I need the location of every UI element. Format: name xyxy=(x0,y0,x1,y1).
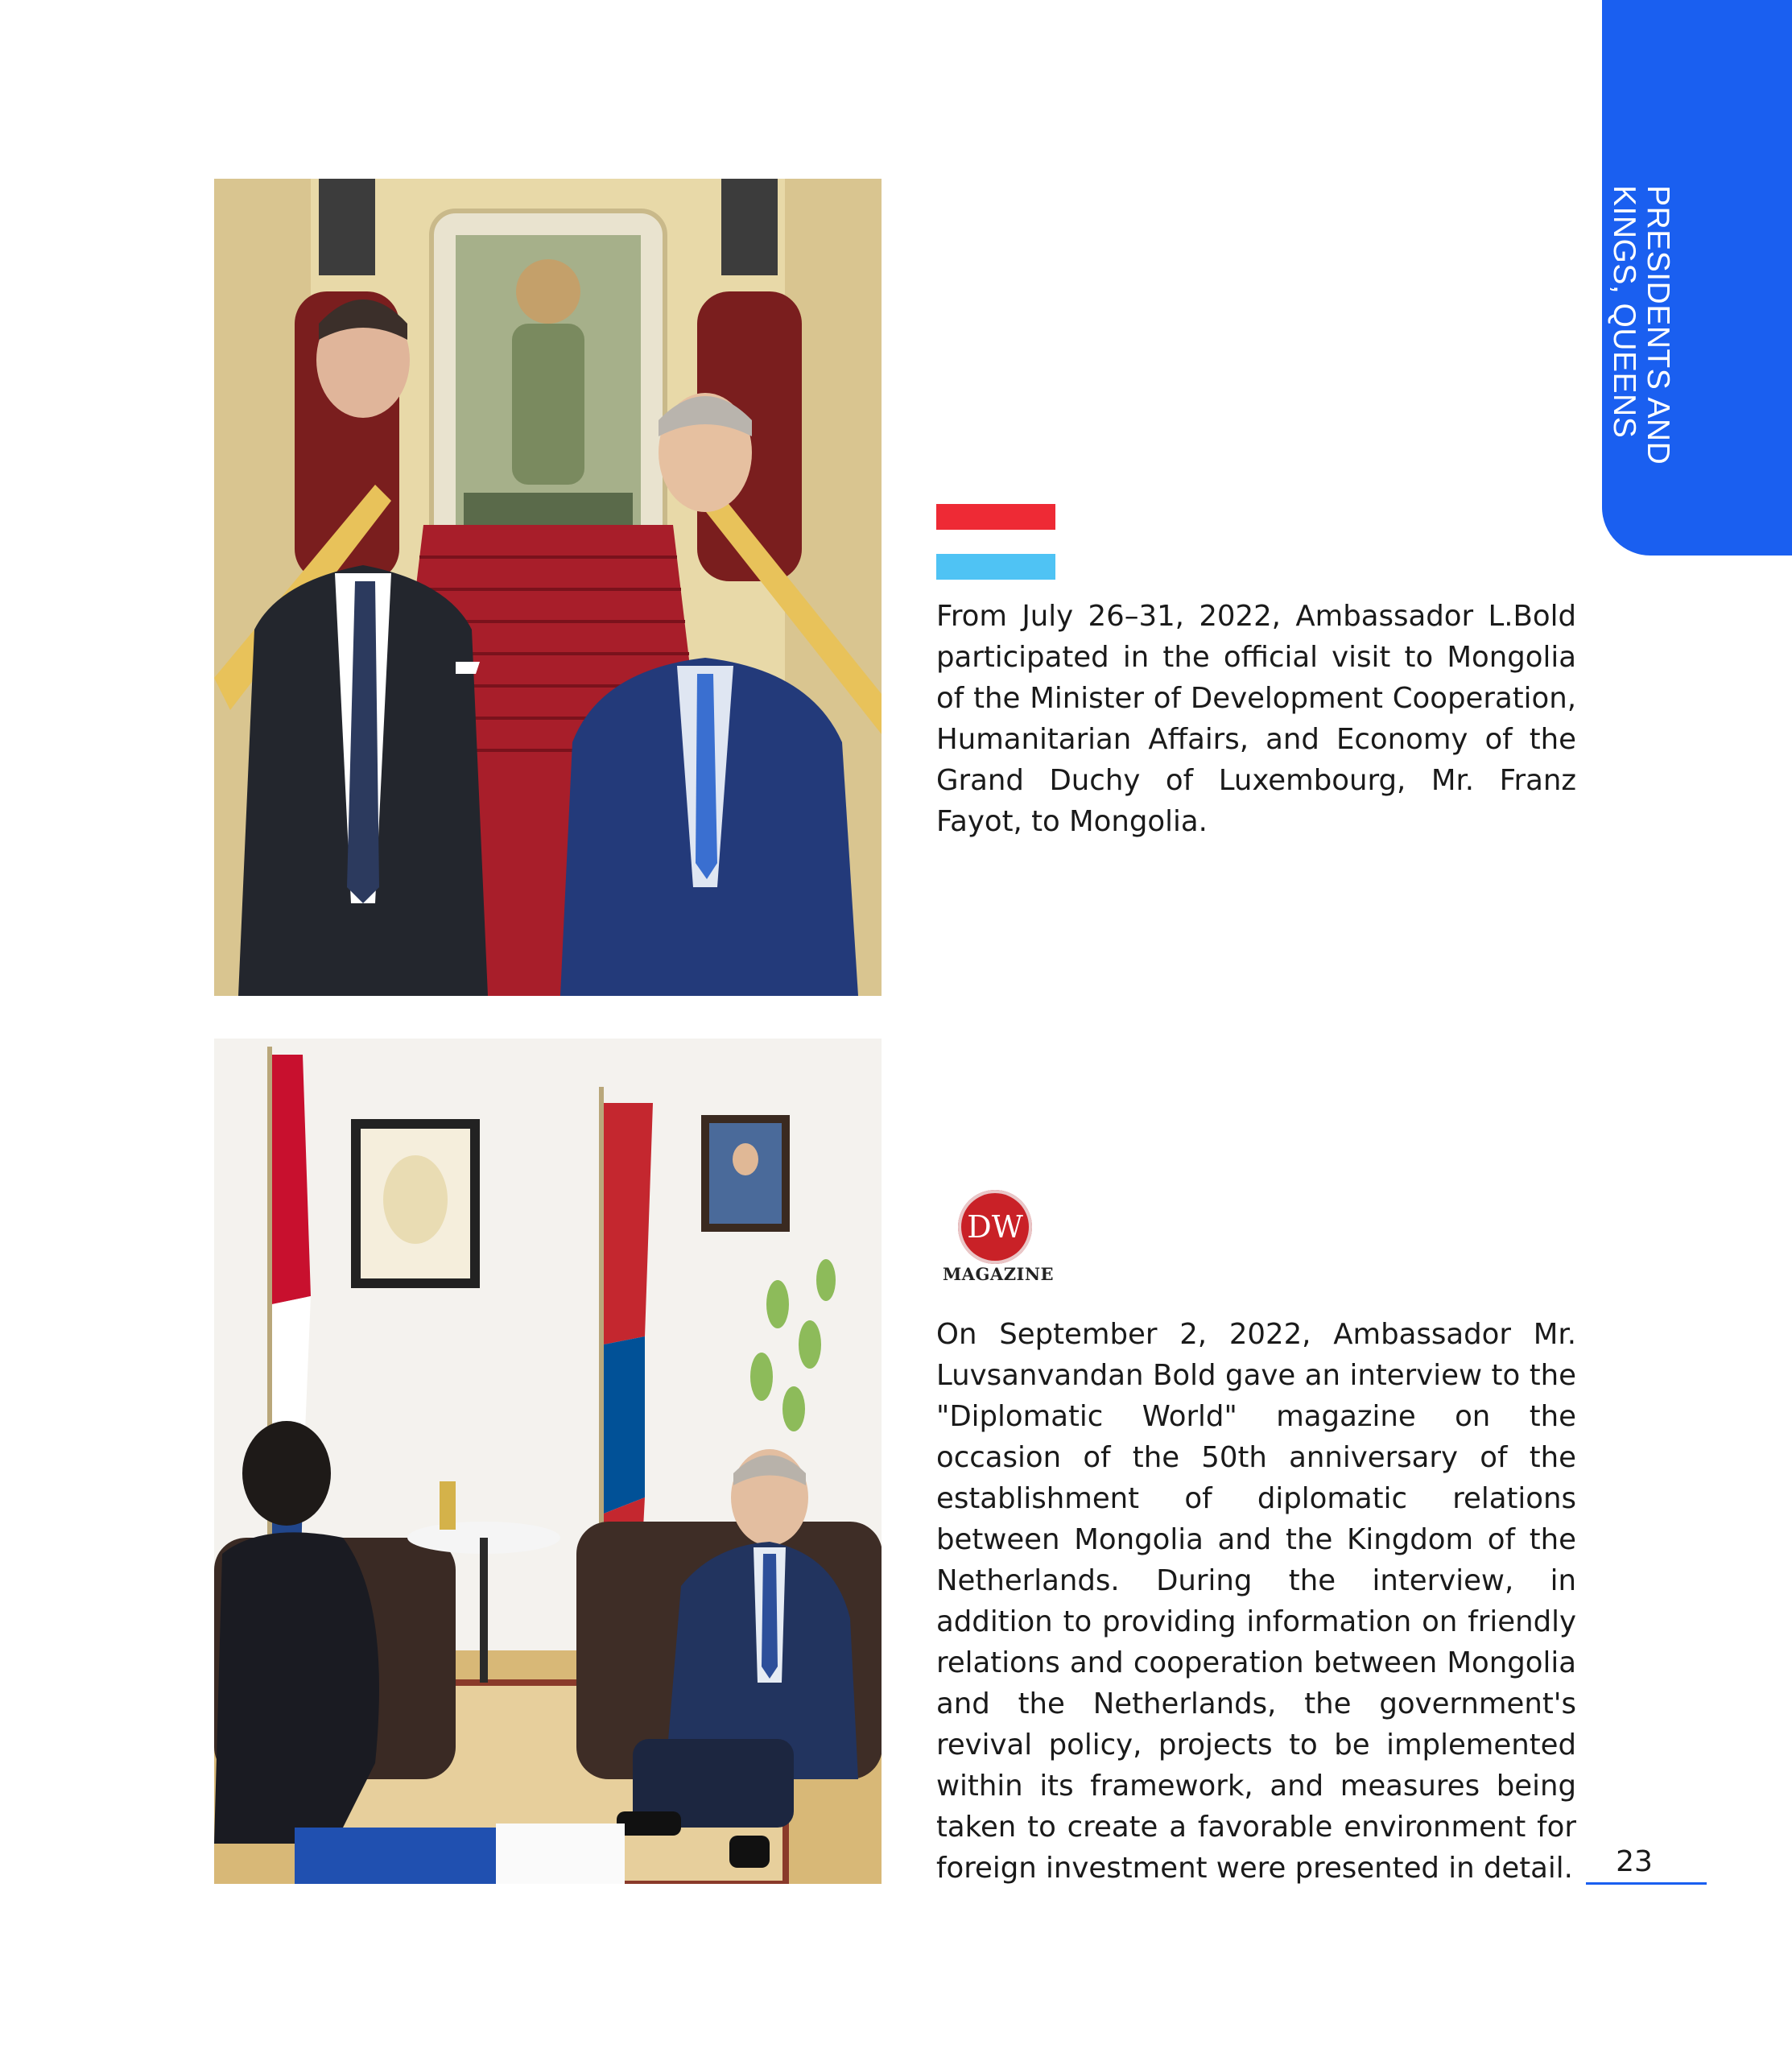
interview-paragraph: On September 2, 2022, Ambassador Mr. Luvsanvandan Bold gave an interview to the "Diplomatic World" magazine on the occasion of the 50th anniversary of the establishment of diplomatic relations between Mongolia and the Kingdom of the Netherlands. During the interview, in addition to providing information on friendly relations and cooperation between Mongolia and the Netherlands, the government's revival policy, projects to be implemented within its framework, and measures being taken to create a favorable environment for foreign investment were presented in detail. xyxy=(936,1318,1576,1885)
page-number-underline xyxy=(1586,1882,1707,1885)
official-visit-paragraph: From July 26–31, 2022, Ambassador L.Bold participated in the official visit to Mongolia of the Minister of Development Cooperation, Humanitarian Affairs, and Economy of the Grand Duchy of Luxembourg, Mr. Franz Fayot, to Mongolia. xyxy=(936,600,1576,838)
page-number: 23 xyxy=(1616,1845,1653,1878)
section-title-vertical xyxy=(1607,185,1674,465)
photo-interview xyxy=(214,1039,882,1884)
section-title-line2: KINGS, QUEENS xyxy=(1607,185,1641,439)
dw-magazine-logo xyxy=(942,1190,1055,1287)
dw-logo-mark: DW xyxy=(958,1190,1032,1264)
section-title-line1: PRESIDENTS AND xyxy=(1641,185,1675,465)
luxembourg-flag-icon xyxy=(936,504,1055,530)
luxembourg-flag-blue-stripe xyxy=(936,554,1055,580)
dw-logo-word: MAGAZINE xyxy=(942,1264,1055,1284)
photo-official-visit xyxy=(214,179,882,996)
